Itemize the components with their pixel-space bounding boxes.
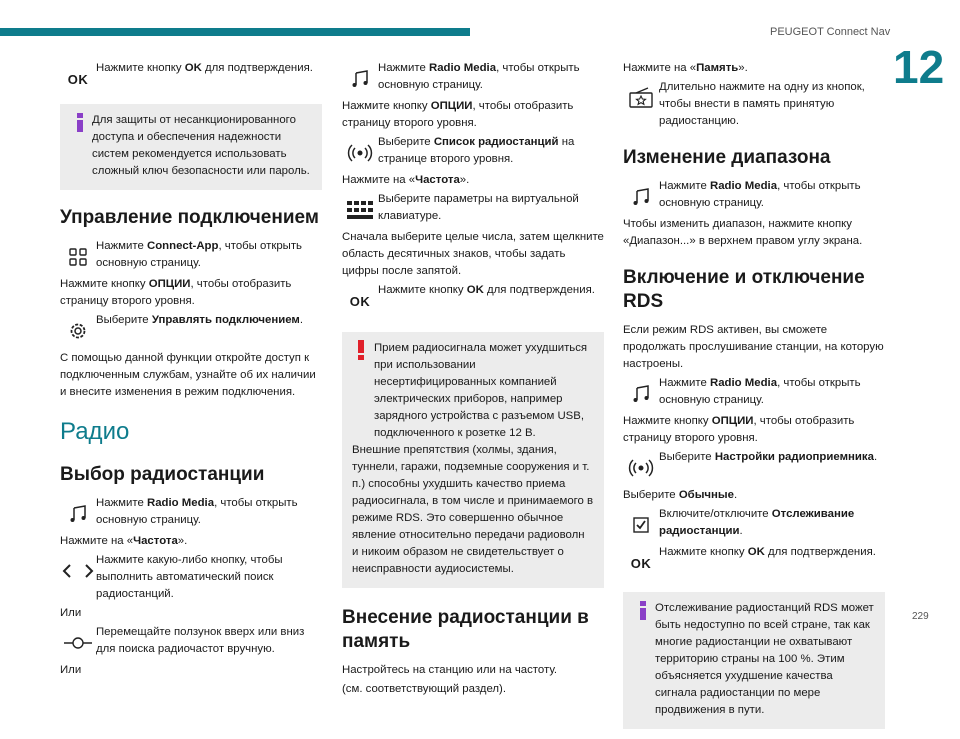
- slider-icon: [60, 626, 96, 660]
- step-ok: OK Нажмите кнопку OK для подтверждения.: [623, 544, 885, 580]
- column-1: [60, 60, 322, 681]
- step-manual-search: Перемещайте ползунок вверх или вниз для поиска радиочастот вручную.: [60, 624, 322, 660]
- paragraph-digits: Сначала выберите целые числа, затем щелкните область десятичных знаков, чтобы задать цифры после запятой.: [342, 231, 604, 277]
- radio-star-icon: [623, 81, 659, 115]
- column-2: [342, 60, 604, 700]
- paragraph-options: Нажмите кнопку ОПЦИИ, чтобы отобразить страницу второго уровня.: [342, 100, 574, 129]
- header-title: PEUGEOT Connect Nav: [770, 26, 891, 38]
- step-radio-media: Нажмите Radio Media, чтобы открыть основную страницу.: [342, 60, 604, 96]
- paragraph-memory: Нажмите на «Память».: [623, 62, 748, 74]
- or-label: Или: [60, 607, 82, 619]
- header-bar: [0, 28, 470, 36]
- paragraph-general: Выберите Обычные.: [623, 489, 738, 501]
- section-title-radio: Радио: [60, 418, 130, 445]
- music-note-icon: [623, 377, 659, 411]
- page-number: 229: [912, 611, 929, 622]
- chapter-number: 12: [893, 41, 945, 93]
- gear-icon: [60, 314, 96, 348]
- info-box: Отслеживание радиостанций RDS может быть недоступно по всей стране, так как многие радиостанции не охватывают территорию страны на 100 %. Этим объясняется ухудшение качества сигнала радиостанции по мере продвижения в пути.: [623, 592, 885, 729]
- paragraph-rds: Если режим RDS активен, вы сможете продолжать прослушивание станции, на которую настроены.: [623, 324, 884, 370]
- heading-rds: Включение и отключение RDS: [623, 267, 865, 312]
- ok-icon: OK: [630, 555, 652, 571]
- step-station-list: Выберите Список радиостанций на странице второго уровня.: [342, 134, 604, 170]
- radio-signal-icon: [342, 136, 378, 170]
- step-manage-connection: Выберите Управлять подключением.: [60, 312, 322, 348]
- or-label-2: Или: [60, 664, 82, 676]
- info-box: Для защиты от несанкционированного доступа и обеспечения надежности систем рекомендуется использовать сложный ключ безопасности или пароль.: [60, 104, 322, 190]
- column-3: [623, 60, 885, 739]
- paragraph-range: Чтобы изменить диапазон, нажмите кнопку «Диапазон...» в верхнем правом углу экрана.: [623, 218, 863, 247]
- warning-box: Прием радиосигнала может ухудшиться при использовании несертифицированных компанией электрических приборов, например зарядного устройства с разъемом USB, подключенного к розетке 12 В. Внешние препятствия (холмы, здания, туннели, гаражи, подземные сооружения и т. п.) способны ухудшить качество приема радиосигнала, в том числе и принимаемого в режиме RDS. Это совершенно обычное явление относительно передачи радиоволн и никоим образом не свидетельствует о неисправности аудиосистемы.: [342, 332, 604, 588]
- music-note-icon: [60, 497, 96, 531]
- step-auto-search: Нажмите какую-либо кнопку, чтобы выполнить автоматический поиск радиостанций.: [60, 552, 322, 603]
- info-icon: [633, 600, 653, 620]
- radio-signal-icon: [623, 451, 659, 485]
- paragraph-tune: Настройтесь на станцию или на частоту.: [342, 664, 558, 676]
- chevron-left-right-icon: [60, 554, 96, 588]
- step-long-press: Длительно нажмите на одну из кнопок, чтобы внести в память принятую радиостанцию.: [623, 79, 885, 130]
- heading-connection: Управление подключением: [60, 207, 319, 228]
- paragraph-connection-desc: С помощью данной функции откройте доступ к подключенным службам, узнайте об их наличии и внесите изменения в режим подключения.: [60, 352, 316, 398]
- paragraph-see-section: (см. соответствующий раздел).: [342, 683, 507, 695]
- step-connect-app: Нажмите Connect-App, чтобы открыть основную страницу.: [60, 238, 322, 274]
- step-radio-media: Нажмите Radio Media, чтобы открыть основную страницу.: [623, 178, 885, 214]
- step-radio-media-2: Нажмите Radio Media, чтобы открыть основную страницу.: [623, 375, 885, 411]
- step-radio-settings: Выберите Настройки радиоприемника.: [623, 449, 885, 485]
- ok-icon: OK: [349, 293, 371, 309]
- checkbox-icon: [623, 508, 659, 542]
- music-note-icon: [623, 180, 659, 214]
- info-icon: [70, 112, 90, 132]
- paragraph-frequency: Нажмите на «Частота».: [60, 535, 188, 547]
- step-keyboard: Выберите параметры на виртуальной клавиатуре.: [342, 191, 604, 227]
- step-ok: OK Нажмите кнопку OK для подтверждения.: [60, 60, 322, 96]
- music-note-icon: [342, 62, 378, 96]
- ok-icon: OK: [67, 71, 89, 87]
- paragraph-options: Нажмите кнопку ОПЦИИ, чтобы отобразить страницу второго уровня.: [623, 415, 855, 444]
- heading-range: Изменение диапазона: [623, 147, 831, 168]
- step-radio-media: Нажмите Radio Media, чтобы открыть основную страницу.: [60, 495, 322, 531]
- step-ok: OK Нажмите кнопку OK для подтверждения.: [342, 282, 604, 318]
- keyboard-icon: [342, 193, 378, 227]
- apps-grid-icon: [60, 240, 96, 274]
- paragraph-frequency: Нажмите на «Частота».: [342, 174, 470, 186]
- heading-select-station: Выбор радиостанции: [60, 464, 265, 485]
- step-toggle-tracking: Включите/отключите Отслеживание радиостанции.: [623, 506, 885, 542]
- paragraph-options: Нажмите кнопку ОПЦИИ, чтобы отобразить страницу второго уровня.: [60, 278, 292, 307]
- warning-icon: [352, 340, 372, 360]
- heading-memory: Внесение радиостанции в память: [342, 607, 589, 652]
